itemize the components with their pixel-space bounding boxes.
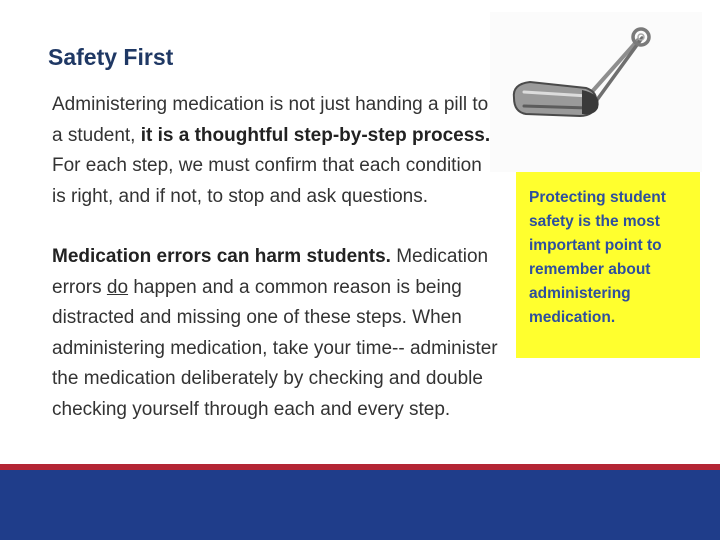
footer-bar: [0, 464, 720, 540]
paragraph-2-pre: Medication errors: [52, 246, 489, 298]
slide-title: Safety First: [48, 44, 174, 70]
safety-pin-icon: [490, 12, 702, 172]
paragraph-2-rest: happen and a common reason is being distracted and missing one of these steps. When administering medication, take your time-- administer the medication deliberately by checking and double checking yourself through each and every step.: [52, 276, 498, 420]
paragraph-1-intro: Administering medication is not just handing a pill to a student,: [52, 94, 489, 146]
safety-callout: Protecting student safety is the most important point to remember about administering medication.: [516, 172, 700, 358]
paragraph-1: [52, 90, 500, 212]
body-text: [52, 90, 500, 425]
paragraph-1-bold: it is a thoughtful step-by-step process.: [140, 124, 491, 146]
pin-lower-wire: [594, 38, 642, 104]
paragraph-2: [52, 242, 500, 425]
safety-pin-image: [490, 12, 702, 172]
pin-upper-wire: [590, 40, 638, 94]
paragraph-2-underlined: do: [106, 276, 129, 298]
paragraph-2-bold: Medication errors can harm students.: [52, 246, 391, 267]
paragraph-1-rest: For each step, we must confirm that each condition is right, and if not, to stop and ask questions.: [52, 155, 482, 207]
